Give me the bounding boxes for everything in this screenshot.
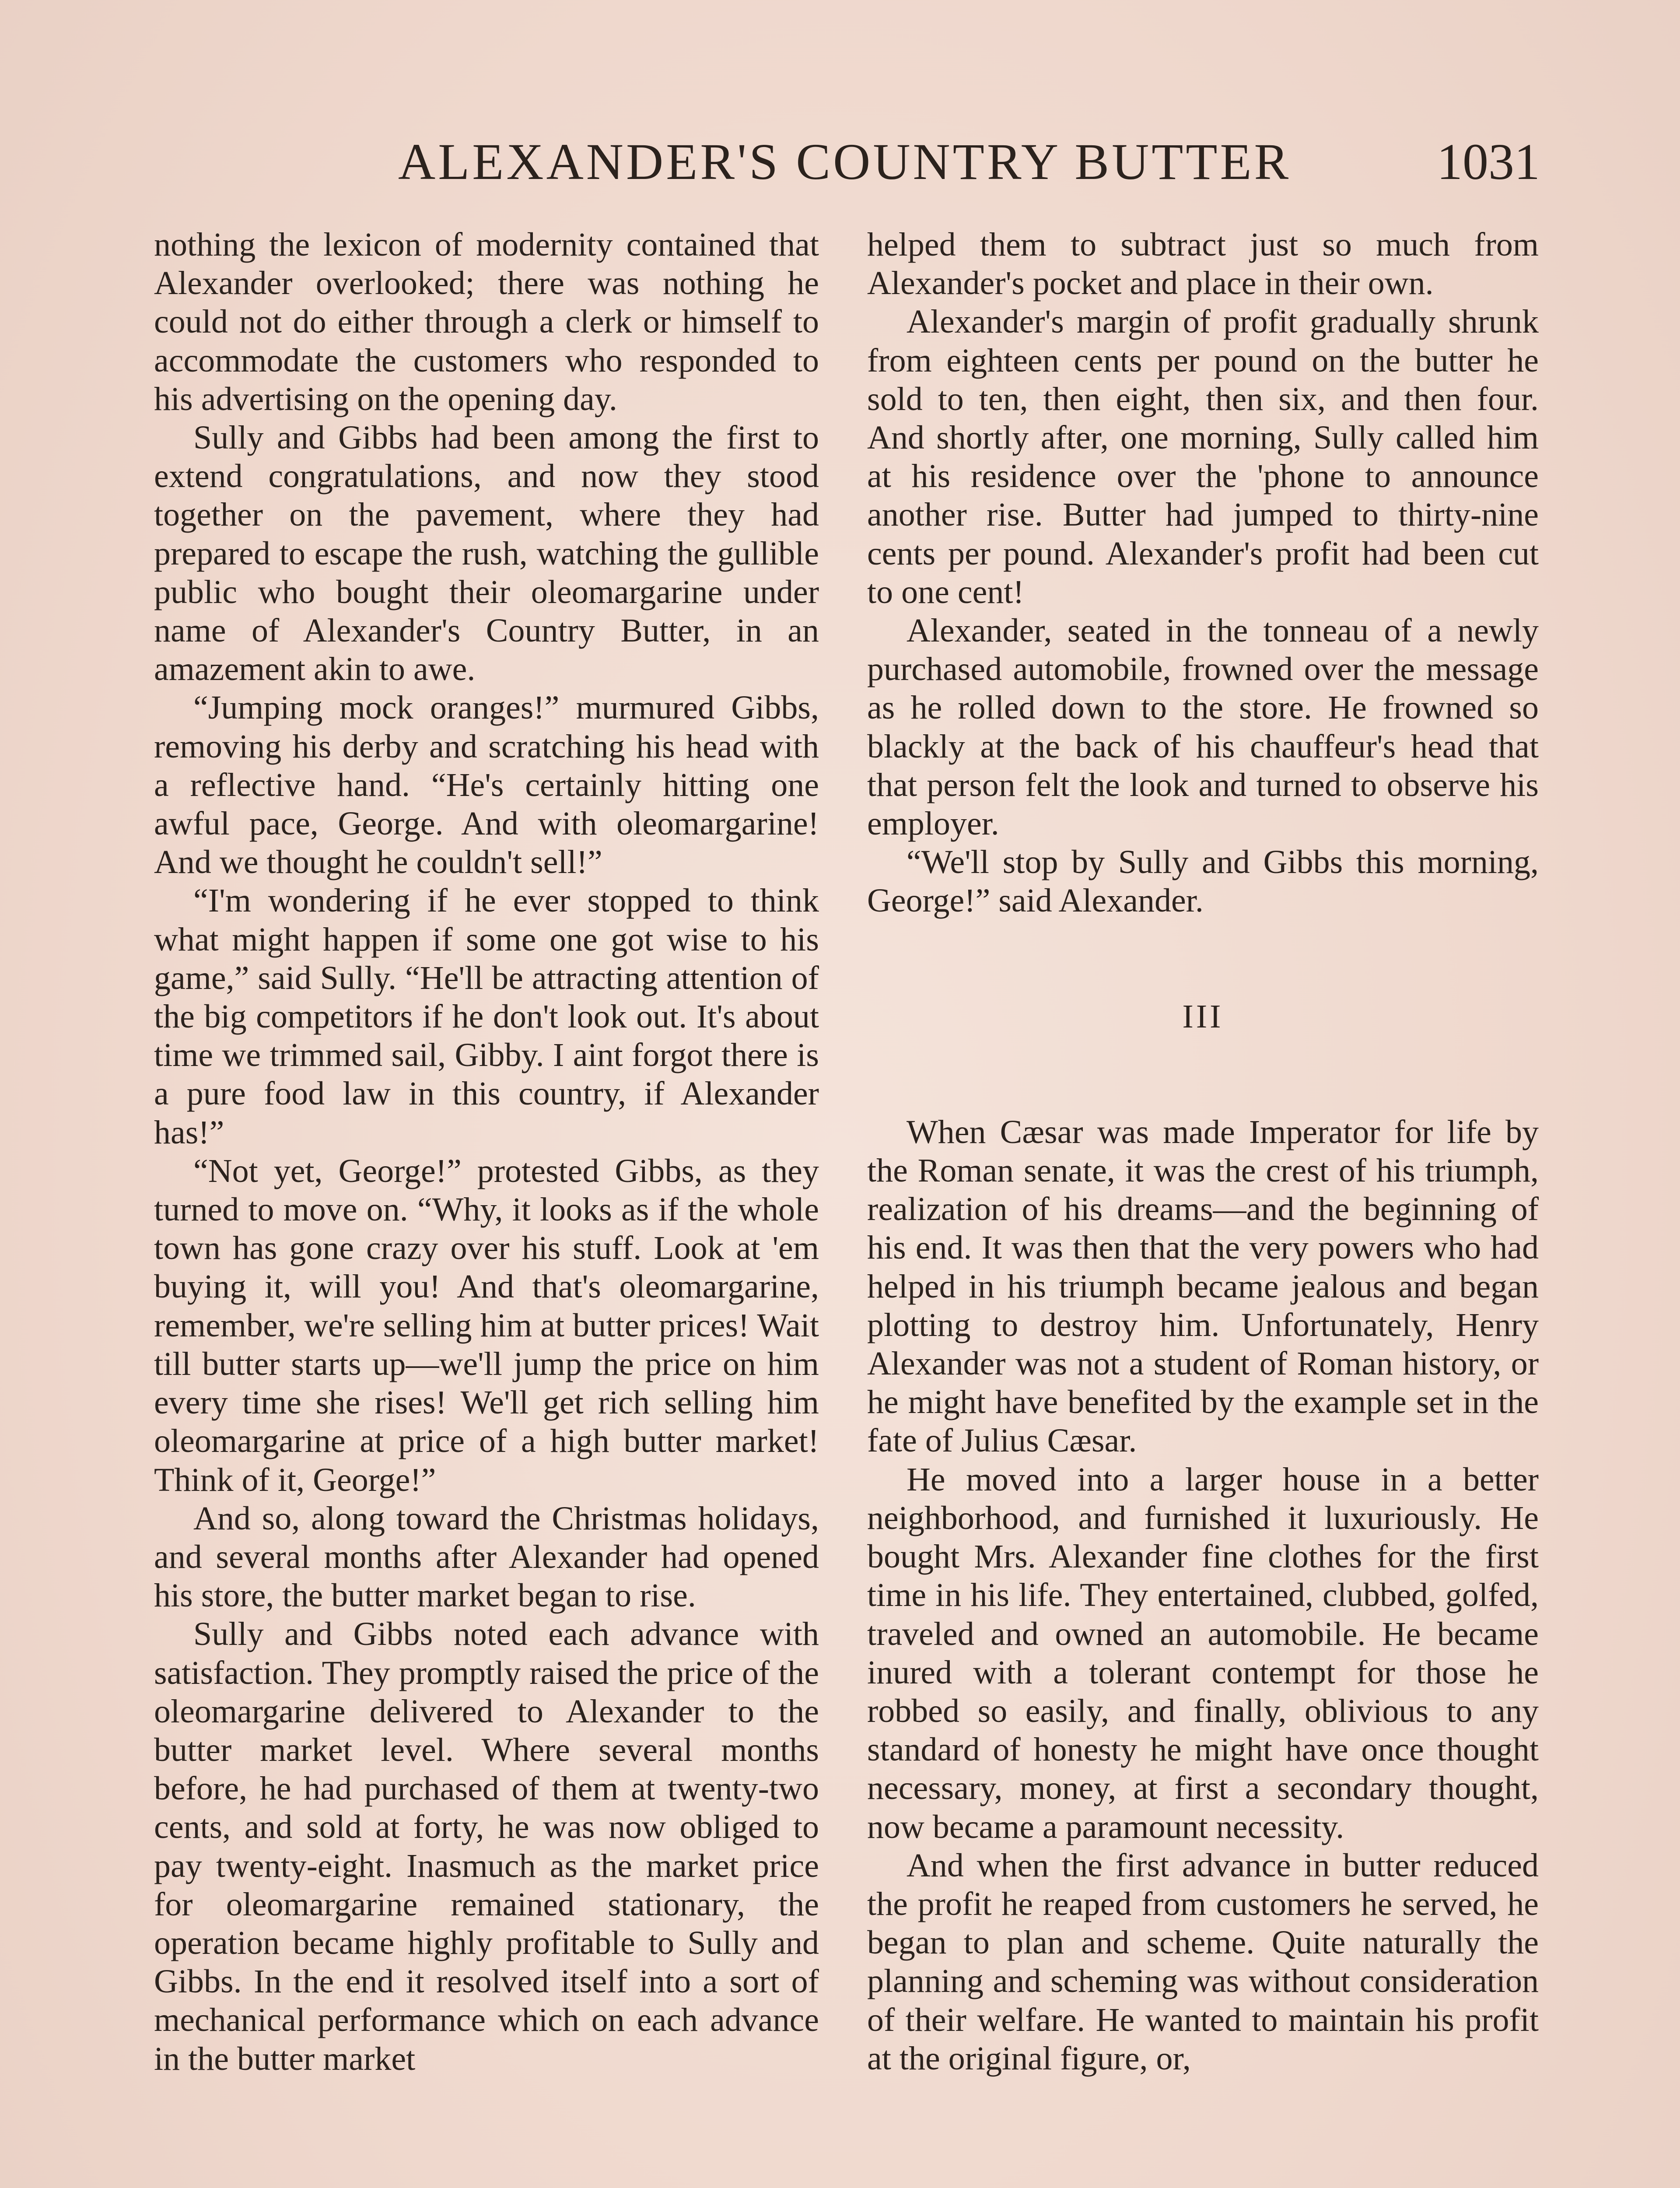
paragraph: “We'll stop by Sully and Gibbs this morning, George!” said Alexander. xyxy=(867,844,1539,919)
paragraph: Sully and Gibbs noted each advance with satisfaction. They promptly raised the price of the oleomargarine delivered to Alexander to the butter market level. Where several months before, he had purchased of them at twenty-two cents, and sold at forty, he was now obliged to pay twenty-eight. Inasmuch as the market price for oleomargarine remained stationary, the operation became highly profitable to Sully and Gibbs. In the end it resolved itself into a sort of mechanical performance which on each advance in the butter market xyxy=(154,1616,819,2077)
section-number: III xyxy=(1182,998,1224,1035)
paragraph: Alexander's margin of profit gradually shrunk from eighteen cents per pound on the butter he sold to ten, then eight, then six, and then four. And shortly after, one morning, Sully called him at his residence over the 'phone to announce another rise. Butter had jumped to thirty-nine cents per pound. Alexander's profit had been cut to one cent! xyxy=(867,303,1539,610)
running-header xyxy=(153,127,1540,197)
right-column xyxy=(867,225,1539,2078)
running-title: ALEXANDER'S COUNTRY BUTTER xyxy=(398,133,1292,190)
paragraph: helped them to subtract just so much from Alexander's pocket and place in their own. xyxy=(867,226,1539,302)
paragraph: “Not yet, George!” protested Gibbs, as they turned to move on. “Why, it looks as if the whole town has gone crazy over his stuff. Look at 'em buying it, will you! And that's oleomargarine, remember, we're selling him at butter prices! Wait till butter starts up—we'll jump the price on him every time she rises! We'll get rich selling him oleomargarine at price of a high butter market! Think of it, George!” xyxy=(154,1152,819,1498)
paragraph: He moved into a larger house in a better neighborhood, and furnished it luxuriously. He bought Mrs. Alexander fine clothes for the first time in his life. They entertained, clubbed, golfed, traveled and owned an automobile. He became inured with a tolerant contempt for those he robbed so easily, and finally, oblivious to any standard of honesty he might have once thought necessary, money, at first a secondary thought, now became a paramount necessity. xyxy=(867,1461,1539,1845)
page-number: 1031 xyxy=(1437,133,1540,190)
paragraph: Alexander, seated in the tonneau of a newly purchased automobile, frowned over the message as he rolled down to the store. He frowned so blackly at the back of his chauffeur's head that that person felt the look and turned to observe his employer. xyxy=(867,612,1539,842)
paragraph: Sully and Gibbs had been among the first to extend congratulations, and now they stood together on the pavement, where they had prepared to escape the rush, watching the gullible public who bought their oleomargarine under name of Alexander's Country Butter, in an amazement akin to awe. xyxy=(154,419,819,688)
paragraph: “Jumping mock oranges!” murmured Gibbs, removing his derby and scratching his head with a reflective hand. “He's certainly hitting one awful pace, George. And with oleomargarine! And we thought he couldn't sell!” xyxy=(154,689,819,881)
paragraph: And when the first advance in butter reduced the profit he reaped from customers he served, he began to plan and scheme. Quite naturally the planning and scheming was without consideration of their welfare. He wanted to maintain his profit at the original figure, or, xyxy=(867,1847,1539,2077)
paragraph: When Cæsar was made Imperator for life by the Roman senate, it was the crest of his triumph, realization of his dreams—and the beginning of his end. It was then that the very powers who had helped in his triumph became jealous and began plotting to destroy him. Unfortunately, Henry Alexander was not a student of Roman history, or he might have benefited by the example set in the fate of Julius Cæsar. xyxy=(867,1113,1539,1459)
paragraph: “I'm wondering if he ever stopped to think what might happen if some one got wise to his game,” said Sully. “He'll be attracting attention of the big competitors if he don't look out. It's about time we trimmed sail, Gibby. I aint forgot there is a pure food law in this country, if Alexander has!” xyxy=(154,882,819,1151)
left-column xyxy=(154,225,819,2078)
paragraph: nothing the lexicon of modernity contained that Alexander overlooked; there was nothing he could not do either through a clerk or himself to accommodate the customers who responded to his advertising on the opening day. xyxy=(154,226,819,417)
paragraph: And so, along toward the Christmas holidays, and several months after Alexander had opened his store, the butter market began to rise. xyxy=(154,1500,819,1614)
